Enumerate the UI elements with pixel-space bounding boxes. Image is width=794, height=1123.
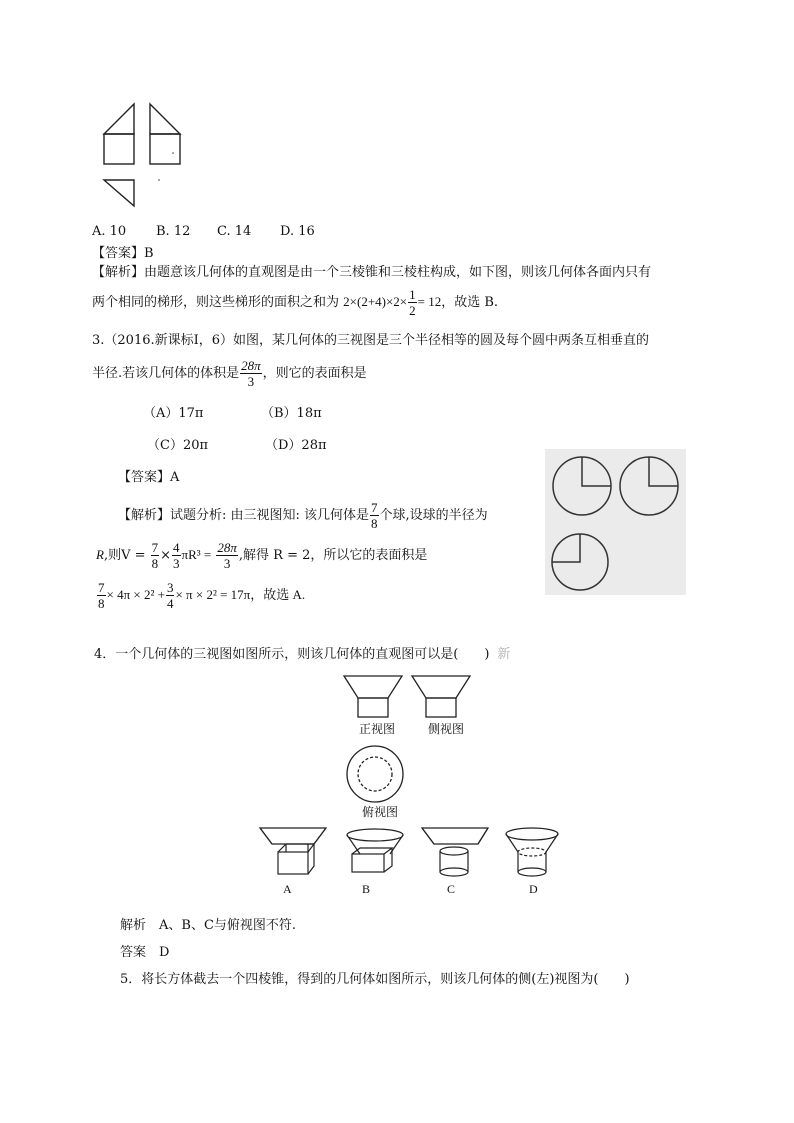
fraction-numerator: 28π (217, 540, 237, 555)
front-view-label: 正视图 (359, 722, 396, 736)
fraction-denominator: 3 (223, 556, 231, 571)
fraction-denominator: 8 (371, 516, 378, 531)
question-text: ，则它的表面积是 (262, 366, 367, 381)
side-view-label: 侧视图 (428, 722, 465, 736)
q3-answer (118, 469, 179, 487)
fraction-denominator: 4 (166, 596, 174, 611)
math-variable: R (96, 547, 104, 562)
fraction-denominator: 3 (247, 374, 255, 389)
answer-label: 【答案】 (92, 246, 145, 261)
q2-analysis-line1 (92, 264, 651, 282)
fraction (97, 580, 106, 611)
fraction-denominator: 3 (173, 556, 180, 571)
fraction (151, 540, 160, 571)
q3-three-circles-figure (545, 449, 686, 595)
q4-answer: 答案 D (120, 945, 170, 960)
watermark-text: 新 (497, 647, 511, 662)
q2-option-a: A. 10 (92, 224, 127, 239)
math-expression: × 4π × 2² + (106, 587, 165, 602)
fraction-denominator: 8 (151, 556, 159, 571)
fraction-numerator: 7 (98, 580, 105, 595)
q4-choices-figure (256, 826, 556, 884)
analysis-text: ,解得 R = 2，所以它的表面积是 (238, 548, 428, 563)
q2-option-d: D. 16 (280, 224, 315, 239)
math-operator: × (160, 548, 172, 563)
answer-value: A (170, 470, 180, 485)
choice-a-label: A (283, 882, 292, 896)
q2-options (92, 223, 315, 241)
choice-c-label: C (447, 882, 456, 896)
math-expression: 2×(2+4)×2× (343, 294, 408, 309)
analysis-text: 由题意该几何体的直观图是由一个三棱锥和三棱柱构成，如下图，则该几何体各面内只有 (144, 265, 652, 280)
q2-three-view-figure (96, 98, 191, 210)
question-text: 半径.若该几何体的体积是 (92, 366, 240, 381)
q3-option-a: （A）17π (143, 406, 204, 421)
fraction-numerator: 4 (173, 540, 180, 555)
fraction (216, 540, 238, 571)
analysis-text: 两个相同的梯形，则这些梯形的面积之和为 (92, 295, 340, 310)
q4-analysis: 解析 A、B、C与俯视图不符. (120, 918, 297, 933)
q3-line1: 3.（2016.新课标Ⅰ，6）如图，某几何体的三视图是三个半径相等的圆及每个圆中两条互相垂直的 (92, 333, 650, 348)
q3-analysis-line1 (118, 500, 488, 531)
q3-analysis-line3 (96, 580, 305, 611)
fraction-numerator: 3 (166, 580, 174, 595)
fraction-volume (240, 358, 262, 389)
top-view-label: 俯视图 (362, 805, 399, 819)
q2-answer (92, 245, 154, 263)
q5-question: 5．将长方体截去一个四棱锥，得到的几何体如图所示，则该几何体的侧(左)视图为( ) (120, 972, 630, 987)
math-expression: πR³ = (181, 547, 212, 562)
math-expression: = 12 (417, 294, 442, 309)
fraction-numerator: 7 (151, 540, 159, 555)
math-expression: ,则V = (103, 548, 146, 563)
answer-value: B (144, 246, 154, 261)
q2-option-c: C. 14 (217, 224, 252, 239)
analysis-label: 【解析】 (118, 508, 171, 523)
analysis-label: 【解析】 (92, 265, 145, 280)
q2-analysis-line2 (92, 287, 498, 318)
fraction-denominator: 8 (98, 596, 105, 611)
fraction (172, 540, 181, 571)
analysis-text: 试题分析: 由三视图知: 该几何体是 (170, 508, 370, 523)
q3-option-b: （B）18π (261, 406, 322, 421)
q3-option-d: （D）28π (265, 438, 327, 453)
q2-option-b: B. 12 (156, 224, 191, 239)
q4-question (94, 646, 510, 664)
fraction-numerator: 7 (371, 500, 378, 515)
q4-three-view-figure (340, 672, 470, 822)
fraction (166, 580, 175, 611)
choice-d-label: D (529, 882, 538, 896)
analysis-text: 个球,设球的半径为 (379, 508, 488, 523)
fraction-numerator: 1 (409, 287, 416, 302)
fraction-seven-eighths (370, 500, 379, 531)
answer-label: 【答案】 (118, 470, 171, 485)
question-text: 4．一个几何体的三视图如图所示，则该几何体的直观图可以是( ) (94, 647, 490, 662)
choice-b-label: B (362, 882, 371, 896)
analysis-text: ，故选 B. (441, 295, 499, 310)
fraction-half (408, 287, 417, 318)
fraction-numerator: 28π (241, 358, 261, 373)
q3-analysis-line2 (96, 540, 427, 571)
q3-option-c: （C）20π (147, 438, 209, 453)
fraction-denominator: 2 (409, 303, 416, 318)
analysis-text: × π × 2² = 17π，故选 A. (175, 587, 306, 602)
q3-line2 (92, 358, 367, 389)
